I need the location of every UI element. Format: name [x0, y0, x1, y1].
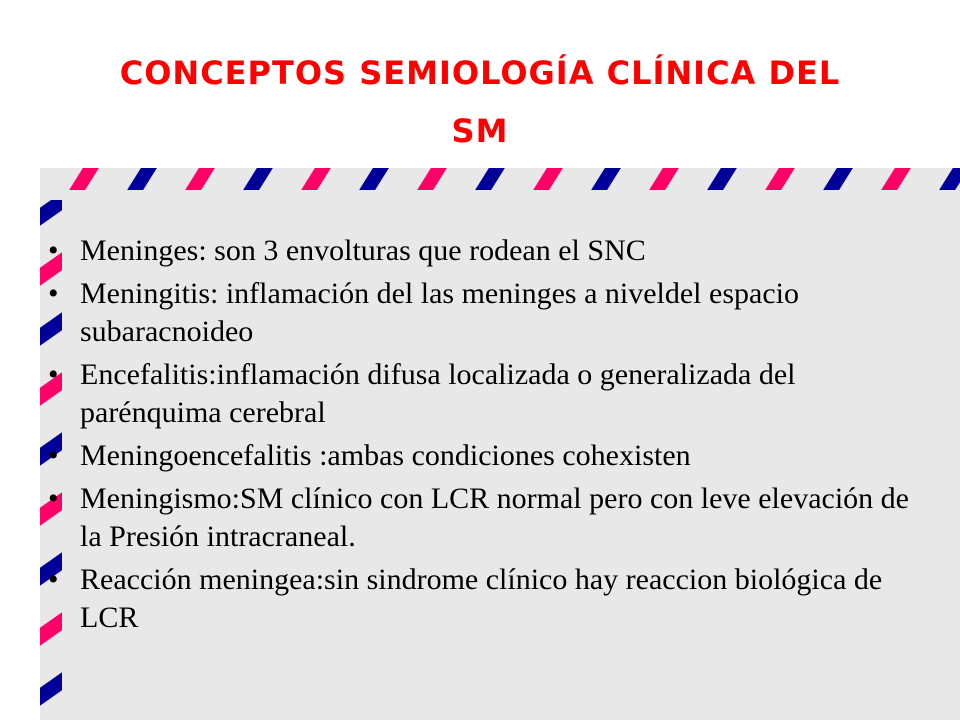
border-stripe [881, 168, 911, 190]
border-stripe [939, 168, 960, 190]
bullet-text: Encefalitis:inflamación difusa localizada o generalizada del parénquima cerebral [80, 358, 796, 429]
border-stripe [243, 168, 273, 190]
bullet-item-encefalitis [48, 356, 928, 432]
slide-title [40, 44, 920, 160]
border-stripe [417, 168, 447, 190]
border-stripe [359, 168, 389, 190]
bullet-dot: • [48, 277, 59, 310]
bullet-text: Meningoencefalitis :ambas condiciones cohexisten [80, 439, 691, 472]
border-stripe [40, 200, 62, 226]
bullet-text: Meningitis: inflamación del las meninges a niveldel espacio subaracnoideo [80, 277, 799, 348]
bullet-item-meningismo [48, 480, 928, 556]
title-line-2: SM [451, 112, 509, 150]
border-stripe [301, 168, 331, 190]
border-stripe [707, 168, 737, 190]
bullet-item-meningoencefalitis [48, 437, 928, 475]
bullet-dot: • [48, 482, 59, 515]
border-stripe [765, 168, 795, 190]
airmail-border-top [40, 168, 960, 190]
border-stripe [40, 672, 62, 705]
title-line-1: CONCEPTOS SEMIOLOGÍA CLÍNICA DEL [119, 54, 841, 92]
bullet-dot: • [48, 439, 59, 472]
border-stripe [591, 168, 621, 190]
bullet-item-meninges [48, 232, 928, 270]
bullet-text: Reacción meningea:sin sindrome clínico hay reaccion biológica de LCR [80, 563, 883, 634]
bullet-list [48, 232, 928, 642]
bullet-dot: • [48, 563, 59, 596]
bullet-text: Meninges: son 3 envolturas que rodean el SNC [80, 234, 646, 267]
bullet-dot: • [48, 234, 59, 267]
border-stripe [475, 168, 505, 190]
bullet-item-reaccion-meningea [48, 561, 928, 637]
bullet-text: Meningismo:SM clínico con LCR normal pero con leve elevación de la Presión intracraneal. [80, 482, 909, 553]
bullet-dot: • [48, 358, 59, 391]
border-stripe [649, 168, 679, 190]
bullet-item-meningitis [48, 275, 928, 351]
border-stripe [185, 168, 215, 190]
border-stripe [127, 168, 157, 190]
border-stripe [823, 168, 853, 190]
border-stripe [533, 168, 563, 190]
border-stripe [69, 168, 99, 190]
